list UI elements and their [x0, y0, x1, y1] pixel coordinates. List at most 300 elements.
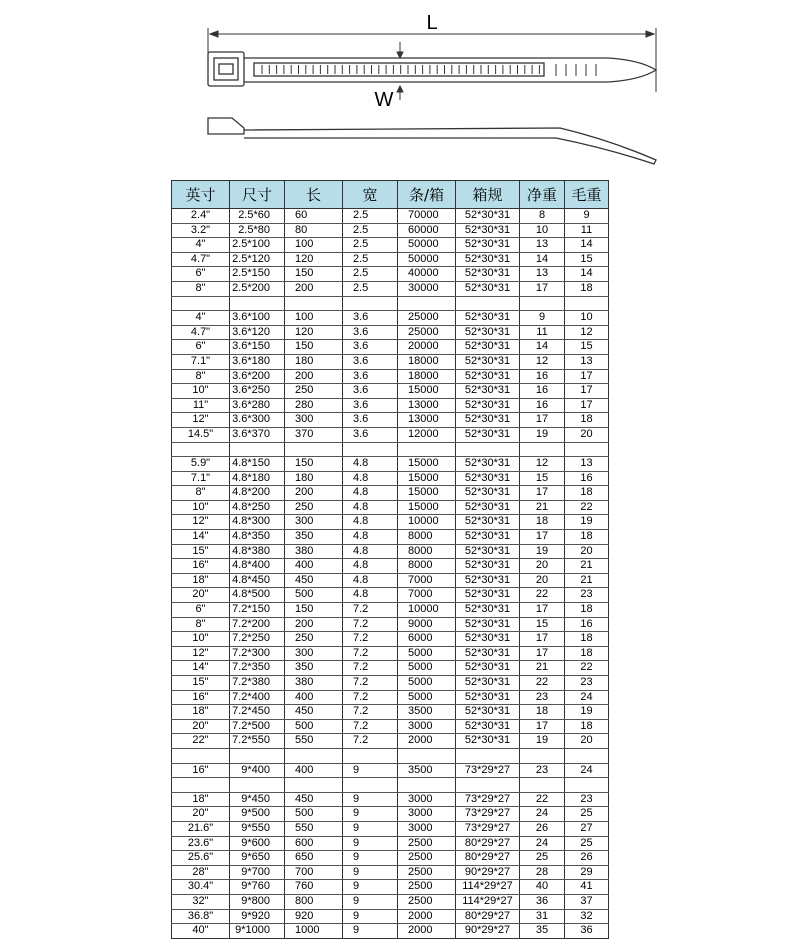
cell-width: 4.8: [343, 457, 398, 472]
cell-width: 7.2: [343, 719, 398, 734]
table-row: [172, 413, 609, 428]
cell-size: 2.5*120: [230, 252, 285, 267]
cell-width: 4.8: [343, 559, 398, 574]
table-row: [172, 209, 609, 224]
cell-width: 9: [343, 894, 398, 909]
table-row: [172, 865, 609, 880]
cell-net: [520, 442, 565, 457]
cell-inch: 10": [172, 384, 230, 399]
cell-inch: 6": [172, 340, 230, 355]
cell-carton: 52*30*31: [456, 661, 520, 676]
cell-inch: 7.1": [172, 471, 230, 486]
cell-net: 17: [520, 632, 565, 647]
cell-length: [285, 748, 343, 763]
cell-length: 400: [285, 690, 343, 705]
cell-carton: 52*30*31: [456, 705, 520, 720]
cell-carton: 52*30*31: [456, 354, 520, 369]
cell-length: 370: [285, 427, 343, 442]
cell-net: 35: [520, 924, 565, 939]
cell-pcs: 5000: [398, 646, 456, 661]
cell-carton: 90*29*27: [456, 865, 520, 880]
cell-size: 3.6*120: [230, 325, 285, 340]
cell-net: 12: [520, 457, 565, 472]
cell-inch: 4": [172, 238, 230, 253]
cell-pcs: 3000: [398, 792, 456, 807]
tie-side-view: [208, 118, 656, 164]
cell-gross: 15: [565, 340, 609, 355]
cell-width: 2.5: [343, 267, 398, 282]
cell-gross: 20: [565, 734, 609, 749]
cell-carton: 80*29*27: [456, 909, 520, 924]
cell-carton: 73*29*27: [456, 821, 520, 836]
table-row: [172, 267, 609, 282]
cell-size: 9*760: [230, 880, 285, 895]
cell-length: 250: [285, 500, 343, 515]
cell-size: 2.5*60: [230, 209, 285, 224]
cell-pcs: 5000: [398, 690, 456, 705]
cell-gross: [565, 748, 609, 763]
length-label: L: [426, 12, 438, 34]
cell-gross: 18: [565, 413, 609, 428]
cell-gross: 14: [565, 238, 609, 253]
cell-length: 250: [285, 632, 343, 647]
cell-pcs: 3000: [398, 719, 456, 734]
cell-pcs: 8000: [398, 530, 456, 545]
cell-width: 9: [343, 836, 398, 851]
cell-pcs: 25000: [398, 311, 456, 326]
cell-length: 500: [285, 807, 343, 822]
cell-carton: 52*30*31: [456, 325, 520, 340]
cell-pcs: 2500: [398, 836, 456, 851]
cell-size: 4.8*500: [230, 588, 285, 603]
cell-size: 7.2*350: [230, 661, 285, 676]
cell-net: 31: [520, 909, 565, 924]
cell-length: 150: [285, 267, 343, 282]
cell-net: 14: [520, 340, 565, 355]
cell-gross: 11: [565, 223, 609, 238]
cell-length: [285, 778, 343, 793]
cell-inch: 18": [172, 792, 230, 807]
cell-size: 4.8*200: [230, 486, 285, 501]
cell-net: 24: [520, 836, 565, 851]
cell-gross: 37: [565, 894, 609, 909]
cell-size: 2.5*80: [230, 223, 285, 238]
cell-size: 4.8*450: [230, 573, 285, 588]
table-row: [172, 238, 609, 253]
cell-carton: 52*30*31: [456, 311, 520, 326]
cell-gross: 23: [565, 676, 609, 691]
cell-width: 4.8: [343, 515, 398, 530]
cell-size: 7.2*500: [230, 719, 285, 734]
cell-size: 2.5*150: [230, 267, 285, 282]
cell-gross: 16: [565, 471, 609, 486]
cell-gross: 26: [565, 851, 609, 866]
cell-pcs: 7000: [398, 573, 456, 588]
cell-gross: [565, 778, 609, 793]
cell-inch: 14": [172, 661, 230, 676]
cell-gross: 21: [565, 573, 609, 588]
cell-gross: 18: [565, 530, 609, 545]
cell-net: 20: [520, 559, 565, 574]
cell-gross: 23: [565, 792, 609, 807]
header-net-weight: 净重: [520, 181, 565, 209]
cell-size: 7.2*150: [230, 603, 285, 618]
cell-inch: [172, 442, 230, 457]
cell-width: 4.8: [343, 573, 398, 588]
cell-width: [343, 748, 398, 763]
cell-net: 23: [520, 763, 565, 778]
table-row: [172, 894, 609, 909]
cell-carton: 52*30*31: [456, 676, 520, 691]
table-row: [172, 223, 609, 238]
cell-length: 60: [285, 209, 343, 224]
cell-carton: 52*30*31: [456, 223, 520, 238]
cell-net: 22: [520, 792, 565, 807]
cell-net: 11: [520, 325, 565, 340]
cell-gross: 10: [565, 311, 609, 326]
cell-net: [520, 778, 565, 793]
cell-net: 13: [520, 267, 565, 282]
cell-size: 3.6*280: [230, 398, 285, 413]
cell-inch: 16": [172, 559, 230, 574]
cell-net: 24: [520, 807, 565, 822]
cell-length: [285, 442, 343, 457]
cell-inch: 20": [172, 719, 230, 734]
cell-net: 17: [520, 603, 565, 618]
cell-length: 760: [285, 880, 343, 895]
cell-pcs: [398, 442, 456, 457]
table-row: [172, 778, 609, 793]
cell-length: 400: [285, 763, 343, 778]
cell-inch: 10": [172, 632, 230, 647]
cell-size: 9*600: [230, 836, 285, 851]
cell-carton: [456, 442, 520, 457]
cell-carton: 73*29*27: [456, 763, 520, 778]
table-row: [172, 734, 609, 749]
cell-pcs: 8000: [398, 559, 456, 574]
cell-width: 7.2: [343, 617, 398, 632]
cell-width: 3.6: [343, 340, 398, 355]
cell-length: 350: [285, 661, 343, 676]
cell-width: 3.6: [343, 311, 398, 326]
cell-length: 500: [285, 588, 343, 603]
cell-width: 2.5: [343, 252, 398, 267]
cell-size: 3.6*200: [230, 369, 285, 384]
cell-gross: 27: [565, 821, 609, 836]
table-row: [172, 427, 609, 442]
cell-carton: 52*30*31: [456, 209, 520, 224]
cell-net: 14: [520, 252, 565, 267]
cell-pcs: 2500: [398, 851, 456, 866]
cell-net: 17: [520, 413, 565, 428]
cell-length: 150: [285, 340, 343, 355]
cell-pcs: 10000: [398, 515, 456, 530]
cell-net: 40: [520, 880, 565, 895]
cell-gross: 18: [565, 646, 609, 661]
cell-inch: 8": [172, 369, 230, 384]
cell-size: 3.6*150: [230, 340, 285, 355]
cell-size: [230, 296, 285, 311]
cell-inch: 23.6": [172, 836, 230, 851]
cell-pcs: 15000: [398, 457, 456, 472]
cell-inch: 2.4": [172, 209, 230, 224]
cell-net: 13: [520, 238, 565, 253]
cell-gross: 9: [565, 209, 609, 224]
cell-size: 9*920: [230, 909, 285, 924]
cell-pcs: 50000: [398, 252, 456, 267]
cell-inch: 16": [172, 763, 230, 778]
cell-net: 22: [520, 588, 565, 603]
cell-size: 9*400: [230, 763, 285, 778]
header-gross-weight: 毛重: [565, 181, 609, 209]
cell-pcs: 13000: [398, 413, 456, 428]
header-inch: 英寸: [172, 181, 230, 209]
table-row: [172, 792, 609, 807]
table-row: [172, 924, 609, 939]
table-row: [172, 311, 609, 326]
cell-inch: 4": [172, 311, 230, 326]
cell-length: 150: [285, 457, 343, 472]
table-row: [172, 471, 609, 486]
table-row: [172, 705, 609, 720]
cell-net: 17: [520, 530, 565, 545]
cell-gross: 24: [565, 690, 609, 705]
cell-inch: 6": [172, 603, 230, 618]
cell-length: 300: [285, 413, 343, 428]
cell-gross: 20: [565, 427, 609, 442]
cell-net: 10: [520, 223, 565, 238]
cell-length: 450: [285, 705, 343, 720]
cell-length: 200: [285, 486, 343, 501]
cell-carton: 73*29*27: [456, 807, 520, 822]
cell-gross: 25: [565, 807, 609, 822]
cell-width: 3.6: [343, 325, 398, 340]
cell-pcs: 2000: [398, 909, 456, 924]
cell-length: 280: [285, 398, 343, 413]
cell-size: 4.8*150: [230, 457, 285, 472]
table-row: [172, 515, 609, 530]
cell-size: 3.6*250: [230, 384, 285, 399]
cell-gross: 20: [565, 544, 609, 559]
cell-width: 3.6: [343, 384, 398, 399]
cell-width: 9: [343, 851, 398, 866]
cell-carton: 52*30*31: [456, 559, 520, 574]
cell-gross: [565, 442, 609, 457]
cell-size: 3.6*370: [230, 427, 285, 442]
cell-net: [520, 296, 565, 311]
table-row: [172, 821, 609, 836]
cell-size: 4.8*250: [230, 500, 285, 515]
cell-carton: 52*30*31: [456, 515, 520, 530]
cell-width: 9: [343, 763, 398, 778]
cell-pcs: 15000: [398, 471, 456, 486]
cell-net: 19: [520, 734, 565, 749]
cell-pcs: 2500: [398, 865, 456, 880]
cell-inch: 10": [172, 500, 230, 515]
cell-net: 12: [520, 354, 565, 369]
cell-gross: 21: [565, 559, 609, 574]
cell-inch: 14": [172, 530, 230, 545]
cell-size: 4.8*180: [230, 471, 285, 486]
cell-inch: 6": [172, 267, 230, 282]
cell-pcs: 15000: [398, 500, 456, 515]
cell-width: 2.5: [343, 238, 398, 253]
cell-width: 3.6: [343, 354, 398, 369]
cell-carton: 52*30*31: [456, 573, 520, 588]
cell-net: 20: [520, 573, 565, 588]
cell-gross: 24: [565, 763, 609, 778]
cell-net: 21: [520, 661, 565, 676]
table-row: [172, 252, 609, 267]
cell-length: 550: [285, 734, 343, 749]
cell-pcs: 6000: [398, 632, 456, 647]
cell-width: 4.8: [343, 471, 398, 486]
cell-gross: 18: [565, 486, 609, 501]
cell-net: 23: [520, 690, 565, 705]
cell-carton: 52*30*31: [456, 413, 520, 428]
table-row: [172, 632, 609, 647]
cell-pcs: 15000: [398, 486, 456, 501]
table-row: [172, 340, 609, 355]
cell-pcs: 5000: [398, 676, 456, 691]
cell-inch: 11": [172, 398, 230, 413]
cell-carton: [456, 778, 520, 793]
cell-size: 3.6*300: [230, 413, 285, 428]
cell-width: [343, 778, 398, 793]
cell-pcs: 3500: [398, 763, 456, 778]
cell-size: 9*500: [230, 807, 285, 822]
cell-carton: 52*30*31: [456, 486, 520, 501]
cell-length: 380: [285, 544, 343, 559]
cell-gross: 22: [565, 500, 609, 515]
table-row: [172, 748, 609, 763]
table-row: [172, 909, 609, 924]
cell-length: 100: [285, 238, 343, 253]
table-row: [172, 281, 609, 296]
cell-width: 9: [343, 880, 398, 895]
cell-width: 4.8: [343, 588, 398, 603]
cell-pcs: 2500: [398, 894, 456, 909]
cell-carton: 73*29*27: [456, 792, 520, 807]
rack-teeth: [262, 64, 596, 76]
cell-pcs: 8000: [398, 544, 456, 559]
cell-length: [285, 296, 343, 311]
table-row: [172, 690, 609, 705]
cell-size: 9*800: [230, 894, 285, 909]
cell-size: 7.2*300: [230, 646, 285, 661]
cell-net: 17: [520, 646, 565, 661]
cell-carton: 52*30*31: [456, 617, 520, 632]
cell-inch: 4.7": [172, 325, 230, 340]
cell-width: 7.2: [343, 646, 398, 661]
cell-gross: 36: [565, 924, 609, 939]
cell-net: 36: [520, 894, 565, 909]
cell-width: 7.2: [343, 632, 398, 647]
cell-carton: 52*30*31: [456, 734, 520, 749]
spec-table: [171, 180, 609, 939]
table-row: [172, 530, 609, 545]
cell-width: 9: [343, 924, 398, 939]
table-row: [172, 617, 609, 632]
table-row: [172, 354, 609, 369]
cell-inch: 18": [172, 705, 230, 720]
tie-top-view: [208, 52, 656, 86]
cell-carton: 52*30*31: [456, 252, 520, 267]
cell-width: 4.8: [343, 500, 398, 515]
cell-pcs: 2000: [398, 924, 456, 939]
cell-gross: 25: [565, 836, 609, 851]
cell-net: 28: [520, 865, 565, 880]
cell-size: [230, 748, 285, 763]
cell-inch: 5.9": [172, 457, 230, 472]
cell-gross: 13: [565, 354, 609, 369]
table-row: [172, 457, 609, 472]
cell-inch: 3.2": [172, 223, 230, 238]
cell-inch: 20": [172, 588, 230, 603]
cell-size: 4.8*400: [230, 559, 285, 574]
cell-length: 120: [285, 252, 343, 267]
cell-carton: 52*30*31: [456, 340, 520, 355]
cell-gross: 18: [565, 281, 609, 296]
header-length: 长: [285, 181, 343, 209]
cell-width: 2.5: [343, 209, 398, 224]
cell-gross: 14: [565, 267, 609, 282]
table-row: [172, 442, 609, 457]
table-row: [172, 296, 609, 311]
cell-inch: 4.7": [172, 252, 230, 267]
cell-net: 26: [520, 821, 565, 836]
cell-carton: 52*30*31: [456, 530, 520, 545]
cell-pcs: 50000: [398, 238, 456, 253]
table-row: [172, 588, 609, 603]
cell-inch: 7.1": [172, 354, 230, 369]
cell-inch: 32": [172, 894, 230, 909]
cell-pcs: 12000: [398, 427, 456, 442]
cell-size: 9*450: [230, 792, 285, 807]
cell-length: 1000: [285, 924, 343, 939]
table-row: [172, 763, 609, 778]
cell-net: 8: [520, 209, 565, 224]
cell-pcs: 9000: [398, 617, 456, 632]
cell-pcs: 3500: [398, 705, 456, 720]
table-row: [172, 384, 609, 399]
cell-inch: 12": [172, 646, 230, 661]
cell-size: 7.2*550: [230, 734, 285, 749]
table-row: [172, 573, 609, 588]
cell-pcs: 18000: [398, 354, 456, 369]
cell-gross: 13: [565, 457, 609, 472]
table-row: [172, 880, 609, 895]
cell-size: 3.6*100: [230, 311, 285, 326]
cell-net: 19: [520, 544, 565, 559]
table-row: [172, 836, 609, 851]
cell-length: 350: [285, 530, 343, 545]
cell-width: 2.5: [343, 281, 398, 296]
cell-length: 300: [285, 515, 343, 530]
cell-width: 7.2: [343, 661, 398, 676]
table-row: [172, 603, 609, 618]
cell-gross: 29: [565, 865, 609, 880]
cell-inch: 21.6": [172, 821, 230, 836]
cell-length: 200: [285, 369, 343, 384]
cell-length: 650: [285, 851, 343, 866]
cell-inch: [172, 778, 230, 793]
cell-inch: 12": [172, 413, 230, 428]
cell-net: 25: [520, 851, 565, 866]
cell-size: 9*550: [230, 821, 285, 836]
cell-pcs: 7000: [398, 588, 456, 603]
cell-net: 22: [520, 676, 565, 691]
